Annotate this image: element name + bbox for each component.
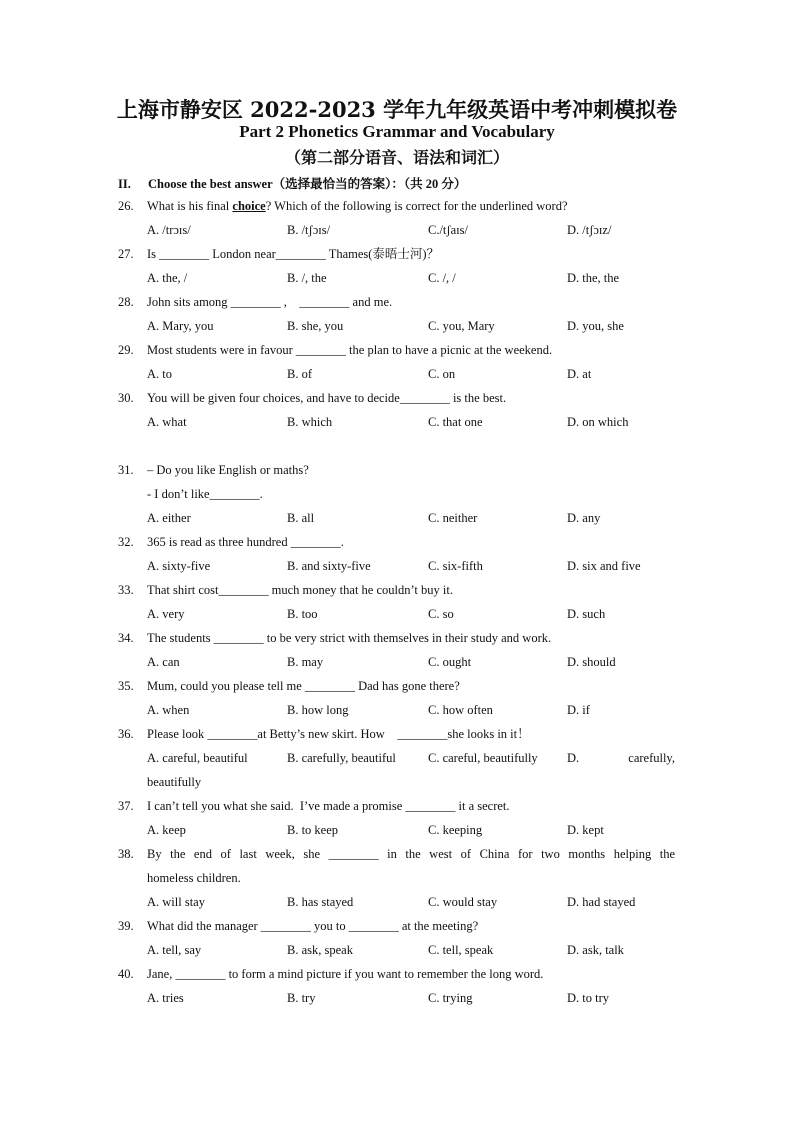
option-a[interactable]: A. what <box>147 415 187 429</box>
section-title: Choose the best answer（选择最恰当的答案）：（共 20 分） <box>147 177 467 191</box>
question-stem: That shirt cost________ much money that he couldn’t buy it. <box>147 583 453 597</box>
option-c[interactable]: C. keeping <box>428 823 483 837</box>
question-number: 40. <box>118 967 134 981</box>
question-number: 33. <box>118 583 134 597</box>
question-stem: What did the manager ________ you to ________ at the meeting? <box>147 919 479 933</box>
option-c[interactable]: C./tʃaɪs/ <box>428 223 468 237</box>
question-number: 39. <box>118 919 134 933</box>
part-subtitle: Part 2 Phonetics Grammar and Vocabulary <box>239 122 555 141</box>
question-stem-row <box>0 580 794 600</box>
option-b[interactable]: B. ask, speak <box>287 943 353 957</box>
question-stem: Mum, could you please tell me ________ Dad has gone there? <box>147 679 460 693</box>
question-number: 30. <box>118 391 134 405</box>
question-stem-row <box>0 916 794 936</box>
options-row <box>0 988 794 1008</box>
question-stem: Jane, ________ to form a mind picture if you want to remember the long word. <box>147 967 544 981</box>
question-stem-row <box>0 460 794 480</box>
question-stem: – Do you like English or maths? <box>147 463 309 477</box>
question-stem-row <box>0 388 794 408</box>
option-d[interactable]: D. you, she <box>567 319 624 333</box>
part-subtitle-cn: （第二部分语音、语法和词汇） <box>284 148 509 167</box>
option-d[interactable]: D. the, the <box>567 271 620 285</box>
options-row <box>0 652 794 672</box>
question-stem: Most students were in favour ________ the plan to have a picnic at the weekend. <box>147 343 553 357</box>
option-b[interactable]: B. too <box>287 607 318 621</box>
option-b[interactable]: B. carefully, beautiful <box>287 751 396 765</box>
page-title: 上海市静安区 2022-2023 学年九年级英语中考冲刺模拟卷 <box>116 97 678 122</box>
option-a[interactable]: A. to <box>147 367 172 381</box>
question-stem: 365 is read as three hundred ________. <box>147 535 344 549</box>
options-row <box>0 364 794 384</box>
option-b[interactable]: B. all <box>287 511 315 525</box>
question-stem: I can’t tell you what she said. I’ve made a promise ________ it a secret. <box>147 799 510 813</box>
question-number: 34. <box>118 631 134 645</box>
option-c[interactable]: C. tell, speak <box>428 943 494 957</box>
option-b[interactable]: B. may <box>287 655 324 669</box>
option-b[interactable]: B. /, the <box>287 271 327 285</box>
question-stem: By the end of last week, she ________ in the west of China for two months helping the <box>147 847 675 861</box>
question-stem-row <box>0 244 794 264</box>
question-stem: You will be given four choices, and have to decide________ is the best. <box>147 391 507 405</box>
option-d[interactable]: D. kept <box>567 823 604 837</box>
question-stem-row <box>0 724 794 744</box>
question-stem: Please look ________at Betty’s new skirt. How ________she looks in it！ <box>147 727 530 741</box>
question-stem: What is his final choice? Which of the following is correct for the underlined word? <box>147 199 568 213</box>
option-b[interactable]: B. try <box>287 991 316 1005</box>
option-c[interactable]: C. ought <box>428 655 472 669</box>
question-number: 31. <box>118 463 134 477</box>
option-d-letter: D. <box>567 751 580 765</box>
option-d[interactable]: D. any <box>567 511 601 525</box>
option-a[interactable]: A. tries <box>147 991 184 1005</box>
option-a[interactable]: A. careful, beautiful <box>147 751 248 765</box>
question-number: 32. <box>118 535 134 549</box>
option-d[interactable]: D. such <box>567 607 606 621</box>
question-number: 38. <box>118 847 134 861</box>
options-row <box>0 604 794 624</box>
question-stem-row <box>0 628 794 648</box>
question-number: 37. <box>118 799 134 813</box>
options-row <box>0 940 794 960</box>
option-c[interactable]: C. you, Mary <box>428 319 495 333</box>
option-d[interactable]: D. /tʃɔɪz/ <box>567 223 612 237</box>
options-row <box>0 316 794 336</box>
question-number: 27. <box>118 247 134 261</box>
option-d[interactable]: D. on which <box>567 415 629 429</box>
question-stem-continued: - I don’t like________. <box>147 487 263 501</box>
options-row <box>0 508 794 528</box>
option-d[interactable]: D. should <box>567 655 616 669</box>
option-b[interactable]: B. of <box>287 367 312 381</box>
option-a[interactable]: A. /trɔɪs/ <box>147 223 191 237</box>
option-d[interactable]: D. to try <box>567 991 610 1005</box>
question-stem-row <box>0 532 794 552</box>
option-b[interactable]: B. to keep <box>287 823 339 837</box>
option-c[interactable]: C. six-fifth <box>428 559 483 573</box>
option-c[interactable]: C. careful, beautifully <box>428 751 538 765</box>
option-d[interactable]: D. six and five <box>567 559 641 573</box>
question-stem-row <box>0 340 794 360</box>
option-a[interactable]: A. the, / <box>147 271 188 285</box>
question-stem-row <box>0 796 794 816</box>
option-c[interactable]: C. on <box>428 367 456 381</box>
option-b[interactable]: B. has stayed <box>287 895 354 909</box>
option-a[interactable]: A. very <box>147 607 185 621</box>
question-stem-row <box>0 964 794 984</box>
option-a[interactable]: A. either <box>147 511 191 525</box>
question-stem-row-2 <box>0 484 794 504</box>
question-stem-row <box>0 196 794 216</box>
question-number: 29. <box>118 343 134 357</box>
option-d[interactable]: D. if <box>567 703 590 717</box>
option-a[interactable]: A. can <box>147 655 180 669</box>
question-stem-row-2 <box>0 868 794 888</box>
option-d[interactable]: D. had stayed <box>567 895 636 909</box>
option-c[interactable]: C. would stay <box>428 895 498 909</box>
option-a[interactable]: A. keep <box>147 823 186 837</box>
option-c[interactable]: C. trying <box>428 991 473 1005</box>
option-a[interactable]: A. tell, say <box>147 943 202 957</box>
option-d-continued[interactable]: beautifully <box>147 775 202 789</box>
question-stem-row <box>0 676 794 696</box>
option-d[interactable] <box>567 748 675 768</box>
option-b[interactable]: B. which <box>287 415 333 429</box>
question-number: 36. <box>118 727 134 741</box>
underlined-word: choice <box>232 199 266 213</box>
option-a[interactable]: A. sixty-five <box>147 559 211 573</box>
option-a[interactable]: A. will stay <box>147 895 205 909</box>
question-number: 28. <box>118 295 134 309</box>
option-c[interactable]: C. how often <box>428 703 493 717</box>
options-row <box>0 268 794 288</box>
options-row-continued <box>0 772 794 792</box>
options-row <box>0 820 794 840</box>
options-row <box>0 892 794 912</box>
option-d[interactable]: D. at <box>567 367 592 381</box>
option-d-text: carefully, <box>628 751 675 765</box>
question-stem-row <box>0 844 794 864</box>
question-stem: The students ________ to be very strict with themselves in their study and work. <box>147 631 552 645</box>
options-row <box>0 412 794 432</box>
option-c[interactable]: C. so <box>428 607 454 621</box>
question-stem: Is ________ London near________ Thames(泰晤士河)？ <box>147 247 440 261</box>
question-stem-continued: homeless children. <box>147 871 241 885</box>
option-a[interactable]: A. Mary, you <box>147 319 214 333</box>
option-b[interactable]: B. and sixty-five <box>287 559 371 573</box>
option-d[interactable]: D. ask, talk <box>567 943 624 957</box>
option-b[interactable]: B. she, you <box>287 319 344 333</box>
option-a[interactable]: A. when <box>147 703 190 717</box>
option-b[interactable]: B. how long <box>287 703 349 717</box>
option-c[interactable]: C. /, / <box>428 271 456 285</box>
section-heading <box>118 174 466 192</box>
options-row <box>0 220 794 240</box>
question-number: 35. <box>118 679 134 693</box>
option-b[interactable]: B. /tʃɔɪs/ <box>287 223 331 237</box>
question-number: 26. <box>118 199 134 213</box>
question-stem-row <box>0 292 794 312</box>
section-label: II. <box>118 177 131 191</box>
option-c[interactable]: C. neither <box>428 511 478 525</box>
options-row <box>0 556 794 576</box>
options-row <box>0 748 794 768</box>
question-stem: John sits among ________ , ________ and me. <box>147 295 393 309</box>
option-c[interactable]: C. that one <box>428 415 483 429</box>
options-row <box>0 700 794 720</box>
